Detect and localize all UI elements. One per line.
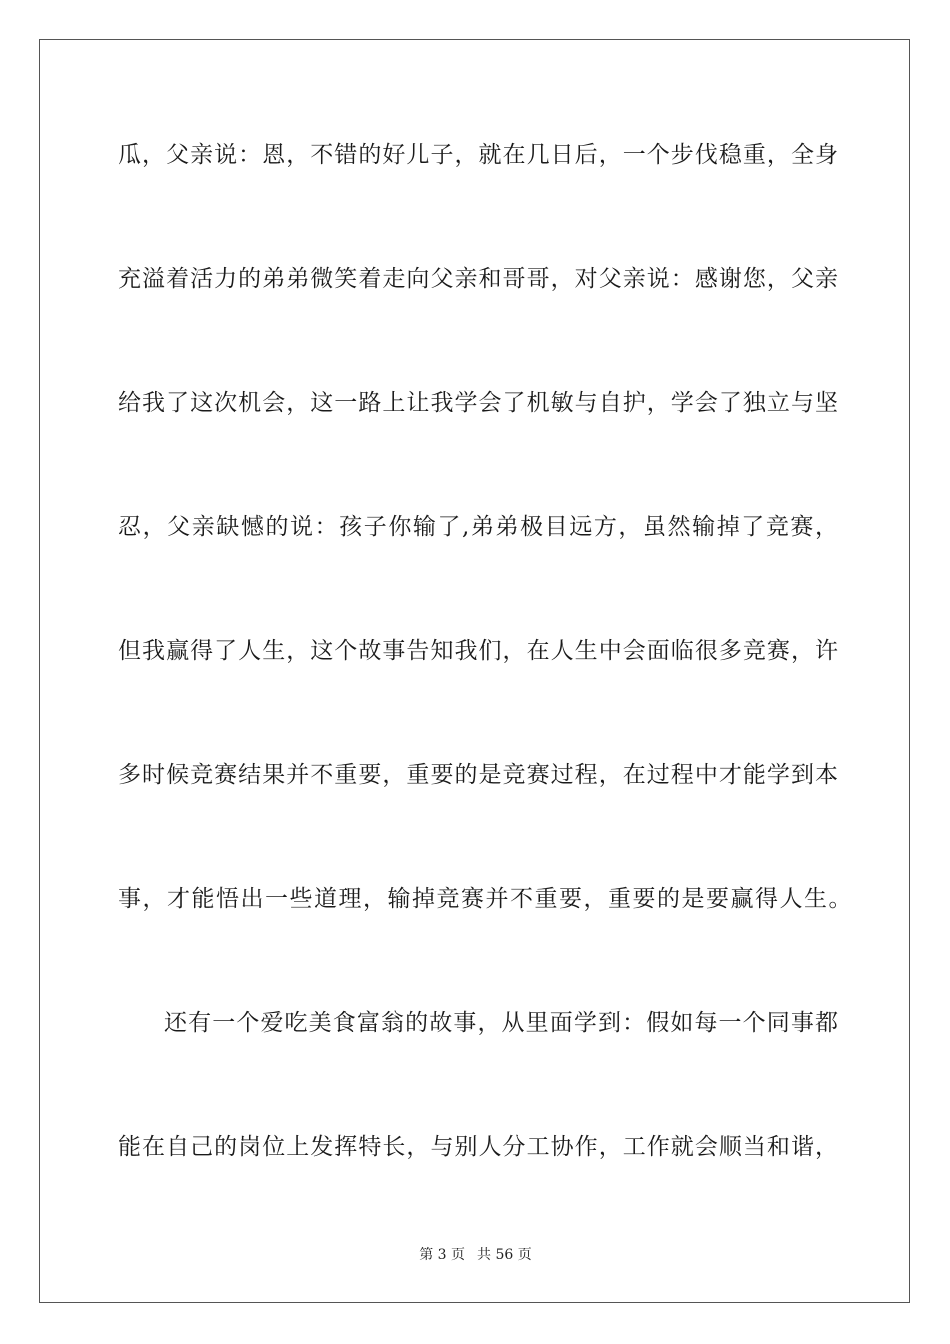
page-footer [40,1246,911,1264]
text-line: 事，才能悟出一些道理，输掉竞赛并不重要，重要的是要赢得人生。 [118,886,853,912]
text-line: 充溢着活力的弟弟微笑着走向父亲和哥哥，对父亲说：感谢您，父亲 [118,266,838,292]
page-number: 第 3 页 [419,1247,466,1263]
text-line: 能在自己的岗位上发挥特长，与别人分工协作，工作就会顺当和谐， [118,1134,838,1160]
text-line: 瓜，父亲说：恩，不错的好儿子，就在几日后，一个步伐稳重，全身 [118,142,838,168]
text-line: 忍，父亲缺憾的说：孩子你输了,弟弟极目远方，虽然输掉了竞赛， [118,514,838,540]
text-line: 多时候竞赛结果并不重要，重要的是竞赛过程，在过程中才能学到本 [118,762,838,788]
text-line: 给我了这次机会，这一路上让我学会了机敏与自护，学会了独立与坚 [118,390,838,416]
page-total: 共 56 页 [477,1247,532,1263]
text-line: 但我赢得了人生，这个故事告知我们，在人生中会面临很多竞赛，许 [118,638,838,664]
page-frame [39,39,910,1303]
paragraph-first-line: 还有一个爱吃美食富翁的故事，从里面学到：假如每一个同事都 [164,1010,838,1036]
